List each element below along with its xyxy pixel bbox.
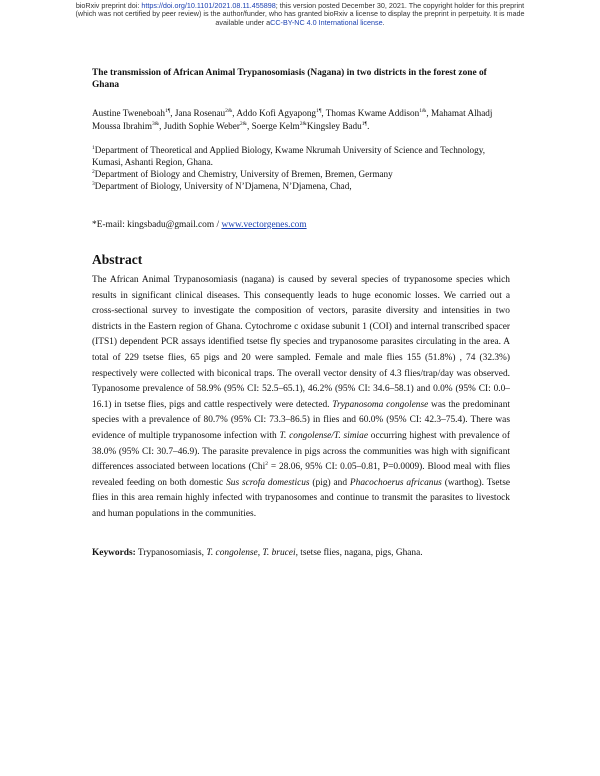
abstract-segment: The African Animal Trypanosomiasis (nagana) is caused by several species of trypanosome species which results in significant clinical diseases. This consequently leads to huge economic losses. We carried out a cross-sectional survey to investigate the composition of vectors, parasite diversity and intensities in two districts in the Eastern region of Ghana. Cytochrome c oxidase subunit 1 (COI) and internal transcribed spacer (ITS1) dependent PCR assays identified tsetse fly species and trypanosome parasites circulating in the area. A total of 229 tsetse flies, 65 pigs and 20 were sampled. Female and male flies 155 (51.8%) , 74 (32.3%) respectively were collected with biconical traps. The overall vector density of 4.3 flies/trap/day was observed. Typanosome prevalence of 58.9% (95% CI: 52.5–65.1), 46.2% (95% CI: 34.6–58.1) and 0.0% (95% CI: 0.0–16.1) in tsetse flies, pigs and cattle respectively were detected. — [92, 275, 510, 410]
author-separator: , — [170, 108, 175, 118]
paper-title: The transmission of African Animal Trypanosomiasis (Nagana) in two districts in the forest zone of Ghana — [92, 68, 487, 90]
keywords-line — [92, 548, 510, 558]
author — [164, 121, 252, 131]
chi-superscript: 2 — [265, 461, 268, 468]
author-affil-mark: 3& — [151, 120, 160, 127]
author — [236, 108, 325, 118]
email-address[interactable]: *E-mail: kingsbadu@gmail.com — [92, 220, 215, 230]
banner-copyright-text: ; this version posted December 30, 2021. The copyright holder for this preprint — [275, 1, 525, 10]
preprint-banner — [14, 2, 586, 27]
affiliation-text: Department of Biology and Chemistry, University of Bremen, Bremen, Germany — [94, 169, 393, 179]
author-name: Austine Tweneboah — [92, 108, 165, 118]
author-affil-mark: 1& — [419, 108, 427, 114]
author-separator: , — [159, 120, 164, 131]
affiliation-number: 2 — [92, 169, 95, 175]
author — [307, 121, 370, 131]
license-link[interactable]: CC-BY-NC 4.0 International license — [270, 17, 383, 27]
author-name: Jana Rosenau — [174, 108, 226, 118]
abstract-heading: Abstract — [92, 252, 143, 267]
species-name: T. congolense/T. simiae — [279, 430, 369, 441]
keywords-segment: tsetse flies, nagana, pigs, Ghana. — [297, 547, 423, 558]
author-affil-mark: 2& — [225, 108, 233, 114]
author-separator: , — [321, 108, 326, 118]
affiliation-text: Department of Biology, University of N’Djamena, N’Djamena, Chad, — [94, 181, 352, 191]
author-separator: . — [367, 120, 370, 131]
author-affil-mark: 1¶ — [316, 108, 322, 114]
author — [92, 108, 175, 118]
abstract-text — [92, 273, 510, 523]
corresponding-contact — [92, 220, 510, 230]
abstract-segment: occurring highest with prevalence of 38.0% (95% CI: 30.7–46.9). The parasite prevalence in pigs across the communities was high with significant differences associated between locations (Chi — [92, 430, 510, 473]
author-separator: , — [426, 108, 431, 118]
keywords-segment: Trypanosomiasis, — [135, 547, 207, 558]
abstract-segment: (pig) and — [309, 477, 350, 488]
affiliation-number: 3 — [92, 181, 95, 187]
author-name: Thomas Kwame Addison — [325, 108, 420, 118]
website-link[interactable]: www.vectorgenes.com — [221, 220, 307, 230]
author-name: Judith Sophie Weber — [163, 120, 240, 131]
keywords-label: Keywords: — [92, 547, 136, 558]
affiliation-item — [92, 144, 510, 168]
banner-doi-prefix: bioRxiv preprint doi: — [75, 1, 142, 10]
author-name: Kingsley Badu — [306, 120, 362, 131]
paper-body — [92, 60, 510, 558]
author — [175, 108, 237, 118]
banner-line-2: (which was not certified by peer review) is the author/funder, who has granted bioRxiv a license to display the preprint in perpetuity. It is made — [75, 9, 525, 19]
doi-link[interactable]: https://doi.org/10.1101/2021.08.11.455898 — [141, 1, 276, 10]
author-affil-mark: 1¶ — [164, 108, 171, 114]
author-name: Addo Kofi Agyapong — [236, 108, 317, 118]
keywords-species: T. congolense, T. brucei, — [206, 547, 298, 558]
abstract-segment: was the predominant species with a prevalence of 80.7% (95% CI: 73.3–86.5) in flies and 60.0% (95% CI: 42.3–75.4). There was evidence of multiple trypanosome infection with — [92, 399, 510, 441]
affiliation-item — [92, 168, 510, 180]
banner-license-prefix: available under a — [215, 17, 271, 27]
author-affil-mark: 1¶ — [361, 120, 368, 127]
species-name: Trypanosoma congolense — [332, 399, 429, 410]
author-name: Soerge Kelm — [251, 120, 300, 131]
affiliation-text: Department of Theoretical and Applied Biology, Kwame Nkrumah University of Science and Technology, Kumasi, Ashanti Region, Ghana. — [92, 145, 486, 167]
species-name: Sus scrofa domesticus — [226, 477, 310, 488]
affiliation-item — [92, 180, 510, 192]
species-name: Phacochoerus africanus — [349, 477, 442, 488]
author-affil-mark: 2& — [299, 120, 307, 127]
author — [326, 108, 431, 118]
author-name: Mahamat Alhadj Moussa Ibrahim — [92, 108, 493, 131]
author-separator: , — [232, 108, 237, 118]
affiliation-number: 1 — [92, 145, 95, 151]
affiliation-list — [92, 144, 510, 192]
contact-separator: / — [214, 220, 222, 230]
banner-line-3 — [14, 19, 586, 27]
author-affil-mark: 2& — [239, 120, 248, 127]
abstract-segment: (warthog). Tsetse flies in this area remain highly infected with trypanosomes and continue to transmit the parasites to livestock and human populations in the communities. — [92, 477, 511, 519]
abstract-segment: = 28.06, 95% CI: 0.05–0.81, P=0.0009). Blood meal with flies revealed feeding on both domestic — [92, 462, 510, 488]
author — [252, 121, 307, 131]
author-list — [92, 107, 510, 132]
banner-license-suffix: . — [382, 17, 385, 27]
author-separator: , — [247, 120, 252, 131]
